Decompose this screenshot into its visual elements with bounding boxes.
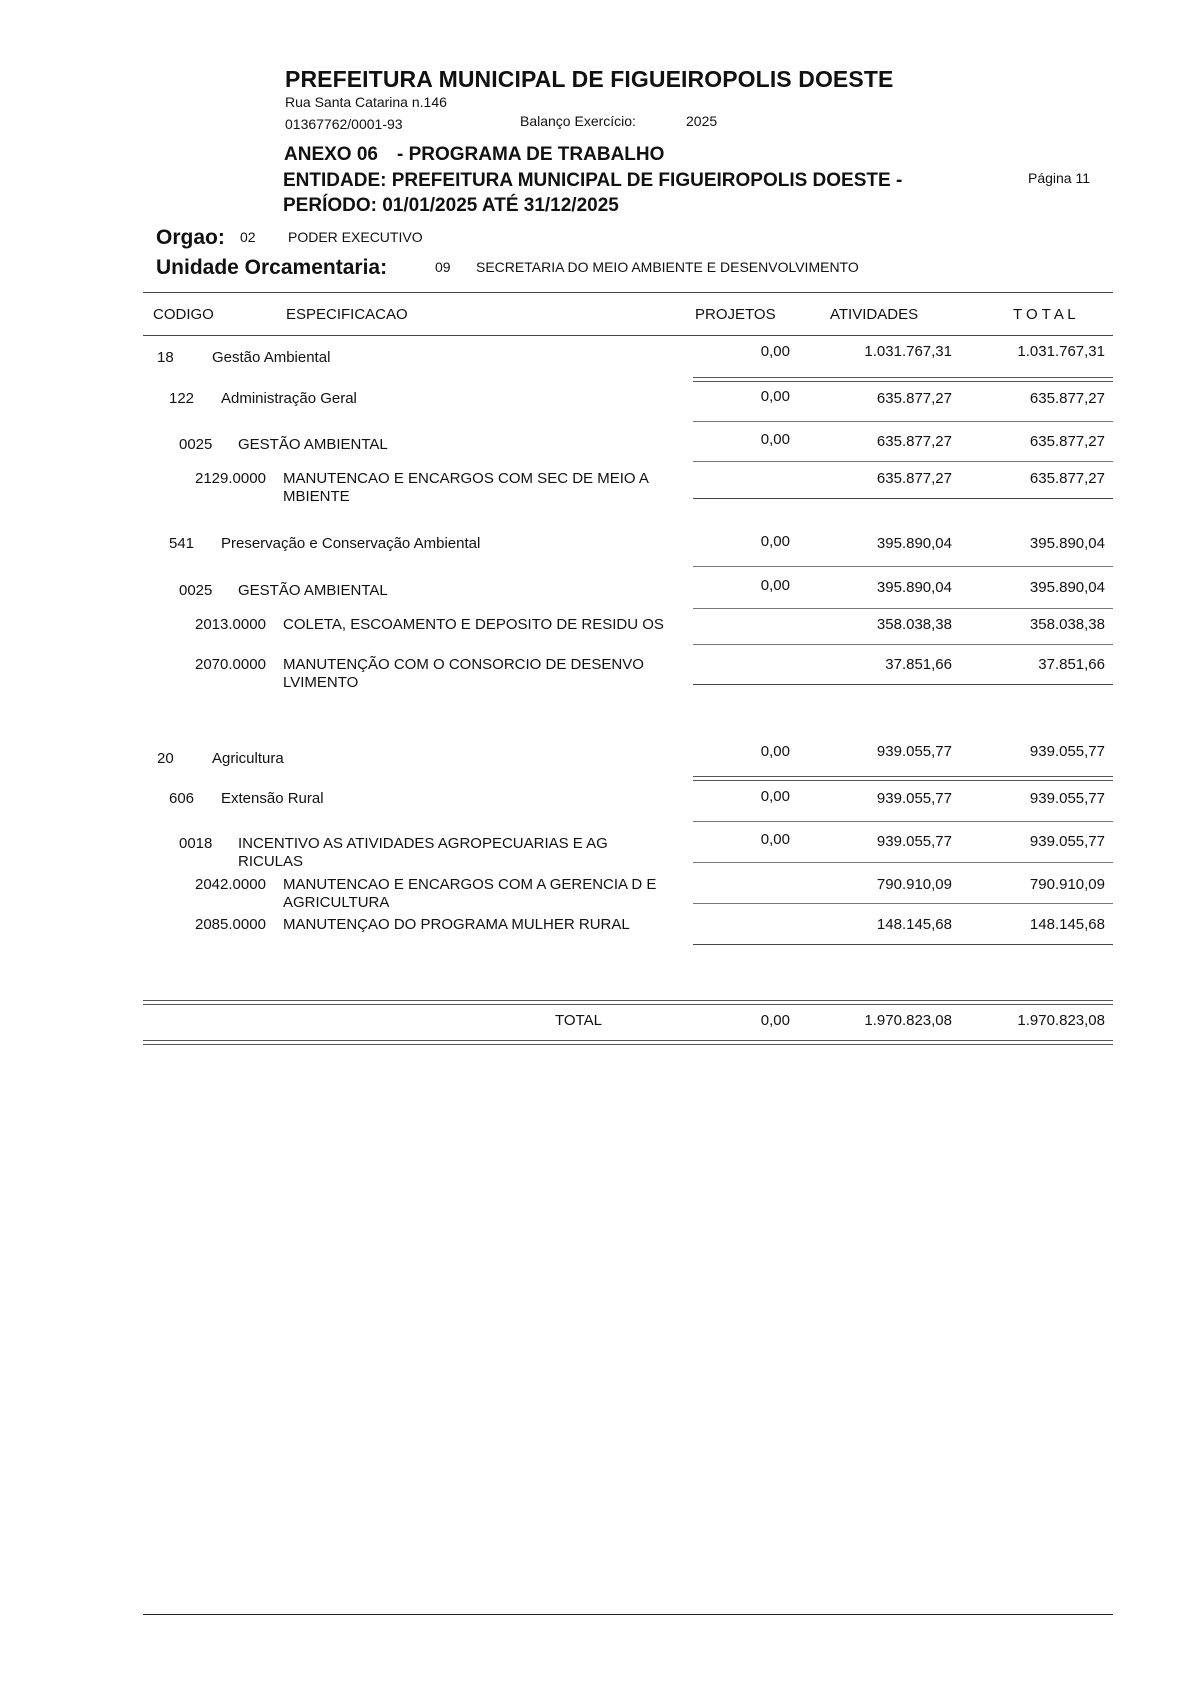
balanco-label: Balanço Exercício: [520, 113, 636, 129]
row-total: 395.890,04 [1029, 579, 1105, 596]
row-projetos: 0,00 [760, 743, 790, 760]
divider [693, 944, 1113, 945]
orgao-label: Orgao: [156, 226, 225, 249]
divider [693, 377, 1113, 382]
row-desc: Extensão Rural [221, 790, 324, 807]
divider [143, 1040, 1113, 1045]
unidade-code: 09 [435, 259, 451, 275]
row-projetos: 0,00 [760, 343, 790, 360]
row-atividades: 635.877,27 [876, 390, 952, 407]
row-projetos: 0,00 [760, 533, 790, 550]
page-number: Página 11 [1028, 170, 1091, 186]
row-code: 0018 [179, 835, 213, 852]
row-desc: GESTÃO AMBIENTAL [238, 436, 388, 453]
row-atividades: 939.055,77 [876, 790, 952, 807]
row-atividades: 635.877,27 [876, 433, 952, 450]
divider [693, 684, 1113, 685]
row-atividades: 939.055,77 [876, 833, 952, 850]
row-desc: GESTÃO AMBIENTAL [238, 582, 388, 599]
row-total: 37.851,66 [1038, 656, 1105, 673]
row-total: 635.877,27 [1029, 390, 1105, 407]
row-code: 2042.0000 [195, 876, 266, 893]
row-code: 122 [169, 390, 195, 407]
divider [143, 335, 1113, 336]
row-code: 2070.0000 [195, 656, 266, 673]
row-projetos: 0,00 [760, 431, 790, 448]
unidade-name: SECRETARIA DO MEIO AMBIENTE E DESENVOLVIMENTO [476, 259, 859, 275]
anexo-number: ANEXO 06 [284, 144, 378, 165]
row-desc: COLETA, ESCOAMENTO E DEPOSITO DE RESIDU OS [283, 616, 664, 633]
total-label: TOTAL [555, 1012, 602, 1029]
row-total: 939.055,77 [1029, 790, 1105, 807]
divider [693, 498, 1113, 499]
row-code: 18 [157, 349, 174, 366]
row-projetos: 0,00 [760, 388, 790, 405]
row-atividades: 1.031.767,31 [864, 343, 952, 360]
address: Rua Santa Catarina n.146 [285, 94, 447, 110]
row-desc: MANUTENCAO E ENCARGOS COM SEC DE MEIO A MBIENTE [283, 470, 649, 505]
col-total: T O T A L [1013, 306, 1076, 323]
total-projetos: 0,00 [760, 1012, 790, 1029]
row-atividades: 395.890,04 [876, 579, 952, 596]
row-projetos: 0,00 [760, 831, 790, 848]
col-projetos: PROJETOS [695, 306, 776, 323]
page-footer-line [143, 1614, 1113, 1615]
row-code: 2013.0000 [195, 616, 266, 633]
total-total: 1.970.823,08 [1017, 1012, 1105, 1029]
col-atividades: ATIVIDADES [830, 306, 919, 323]
anexo-title: - PROGRAMA DE TRABALHO [397, 144, 665, 165]
divider [693, 862, 1113, 863]
row-code: 2085.0000 [195, 916, 266, 933]
row-total: 148.145,68 [1029, 916, 1105, 933]
row-projetos: 0,00 [760, 577, 790, 594]
divider [693, 421, 1113, 422]
row-projetos: 0,00 [760, 788, 790, 805]
row-code: 0025 [179, 436, 213, 453]
row-atividades: 358.038,38 [876, 616, 952, 633]
row-total: 939.055,77 [1029, 743, 1105, 760]
total-atividades: 1.970.823,08 [864, 1012, 952, 1029]
divider [693, 903, 1113, 904]
row-desc: Gestão Ambiental [212, 349, 331, 366]
row-total: 395.890,04 [1029, 535, 1105, 552]
row-desc: INCENTIVO AS ATIVIDADES AGROPECUARIAS E AG RICULAS [238, 835, 608, 870]
row-desc: Administração Geral [221, 390, 357, 407]
row-total: 635.877,27 [1029, 470, 1105, 487]
orgao-name: PODER EXECUTIVO [288, 229, 423, 245]
row-atividades: 790.910,09 [876, 876, 952, 893]
orgao-code: 02 [240, 229, 256, 245]
divider [693, 461, 1113, 462]
row-code: 20 [157, 750, 174, 767]
divider [693, 776, 1113, 781]
row-total: 790.910,09 [1029, 876, 1105, 893]
balanco-year: 2025 [686, 113, 718, 129]
divider [693, 566, 1113, 567]
row-atividades: 37.851,66 [885, 656, 952, 673]
row-atividades: 395.890,04 [876, 535, 952, 552]
divider [693, 644, 1113, 645]
row-desc: MANUTENÇÃO COM O CONSORCIO DE DESENVO LVIMENTO [283, 656, 644, 691]
divider [693, 608, 1113, 609]
row-code: 2129.0000 [195, 470, 266, 487]
row-code: 0025 [179, 582, 213, 599]
row-total: 939.055,77 [1029, 833, 1105, 850]
unidade-label: Unidade Orcamentaria: [156, 256, 388, 279]
row-desc: MANUTENCAO E ENCARGOS COM A GERENCIA D E AGRICULTURA [283, 876, 657, 911]
org-name: PREFEITURA MUNICIPAL DE FIGUEIROPOLIS DOESTE [285, 66, 894, 92]
col-especificacao: ESPECIFICACAO [286, 306, 408, 323]
divider [693, 821, 1113, 822]
row-desc: Agricultura [212, 750, 284, 767]
row-code: 606 [169, 790, 195, 807]
row-atividades: 939.055,77 [876, 743, 952, 760]
periodo: PERÍODO: 01/01/2025 ATÉ 31/12/2025 [283, 195, 619, 216]
row-atividades: 148.145,68 [876, 916, 952, 933]
col-codigo: CODIGO [153, 306, 214, 323]
row-atividades: 635.877,27 [876, 470, 952, 487]
divider [143, 1000, 1113, 1005]
row-total: 358.038,38 [1029, 616, 1105, 633]
row-desc: Preservação e Conservação Ambiental [221, 535, 481, 552]
cnpj: 01367762/0001-93 [285, 116, 403, 132]
row-desc: MANUTENÇAO DO PROGRAMA MULHER RURAL [283, 916, 630, 933]
row-total: 635.877,27 [1029, 433, 1105, 450]
row-code: 541 [169, 535, 195, 552]
divider [143, 292, 1113, 293]
entidade: ENTIDADE: PREFEITURA MUNICIPAL DE FIGUEIROPOLIS DOESTE - [283, 170, 903, 191]
row-total: 1.031.767,31 [1017, 343, 1105, 360]
